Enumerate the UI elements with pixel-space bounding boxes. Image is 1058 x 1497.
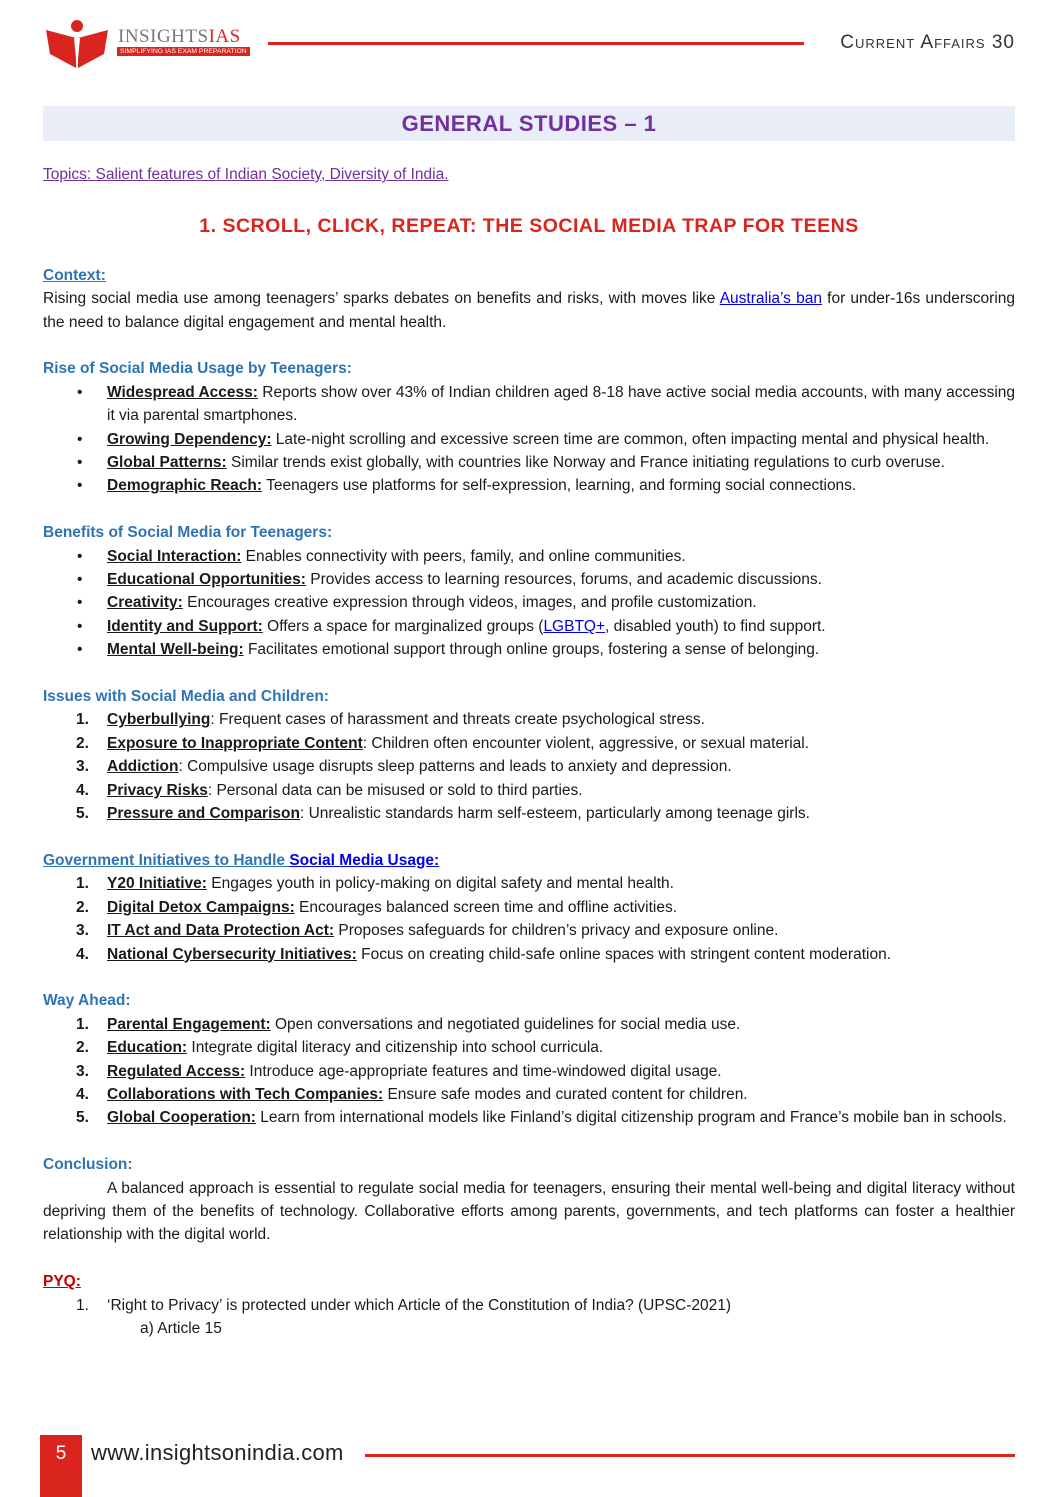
item-label: Digital Detox Campaigns: bbox=[107, 898, 295, 916]
list-number: 1. bbox=[76, 875, 89, 893]
list-number: 4. bbox=[76, 945, 89, 963]
section-heading: Way Ahead: bbox=[43, 992, 131, 1010]
item-label: Regulated Access: bbox=[107, 1062, 246, 1080]
list-item bbox=[43, 1060, 1015, 1083]
item-text: Introduce age-appropriate features and time-windowed digital usage. bbox=[245, 1062, 722, 1080]
list-item bbox=[43, 919, 1015, 942]
item-label: IT Act and Data Protection Act: bbox=[107, 922, 335, 940]
logo-wordmark: INSIGHTSIAS bbox=[118, 26, 241, 47]
list-number: 3. bbox=[76, 922, 89, 940]
item-text: Provides access to learning resources, forums, and academic discussions. bbox=[305, 571, 822, 589]
section-heading: Issues with Social Media and Children: bbox=[43, 688, 329, 706]
list-number: 2. bbox=[76, 898, 89, 916]
section-heading: Government Initiatives to Handle Social Media Usage: bbox=[43, 851, 440, 869]
list-item bbox=[43, 755, 1015, 778]
item-label: Exposure to Inappropriate Content bbox=[107, 734, 363, 752]
item-text: Encourages balanced screen time and offline activities. bbox=[294, 898, 678, 916]
item-label: Social Interaction: bbox=[107, 547, 242, 565]
item-text: : Compulsive usage disrupts sleep patterns and leads to anxiety and depression. bbox=[178, 758, 732, 776]
list-item bbox=[43, 568, 1015, 591]
way-ahead-section bbox=[43, 989, 1015, 1129]
benefits-section bbox=[43, 521, 1015, 661]
page-number: 5 bbox=[40, 1435, 82, 1497]
bullet-icon: • bbox=[77, 477, 83, 495]
list-number: 4. bbox=[76, 1085, 89, 1103]
list-number: 3. bbox=[76, 1062, 89, 1080]
list-item bbox=[43, 1106, 1015, 1129]
list-item bbox=[43, 943, 1015, 966]
list-item bbox=[43, 872, 1015, 895]
bullet-icon: • bbox=[77, 617, 83, 635]
item-text: : Frequent cases of harassment and threats create psychological stress. bbox=[210, 711, 705, 729]
bullet-icon: • bbox=[77, 547, 83, 565]
list-number: 1. bbox=[76, 1015, 89, 1033]
item-label: Addiction bbox=[107, 758, 179, 776]
conclusion-section bbox=[43, 1153, 1015, 1247]
item-text: Proposes safeguards for children’s privacy and exposure online. bbox=[334, 922, 779, 940]
bullet-icon: • bbox=[77, 383, 83, 401]
list-item bbox=[43, 474, 1015, 497]
list-item bbox=[43, 802, 1015, 825]
section-heading: Benefits of Social Media for Teenagers: bbox=[43, 524, 333, 542]
list-item bbox=[43, 545, 1015, 568]
list-item bbox=[43, 896, 1015, 919]
item-label: Pressure and Comparison bbox=[107, 805, 300, 823]
header-title: Current Affairs 30 bbox=[840, 32, 1015, 53]
bullet-list bbox=[43, 545, 1015, 662]
item-label: Identity and Support: bbox=[107, 617, 263, 635]
list-number: 4. bbox=[76, 781, 89, 799]
item-text: Engages youth in policy-making on digital safety and mental health. bbox=[206, 875, 674, 893]
item-label: Widespread Access: bbox=[107, 383, 258, 401]
section-heading: Context: bbox=[43, 266, 106, 284]
context-paragraph: Rising social media use among teenagers’ sparks debates on benefits and risks, with moves like Australia’s ban for under-16s underscoring the need to balance digital engagement and mental health. bbox=[43, 290, 1016, 331]
bullet-icon: • bbox=[77, 594, 83, 612]
pyq-section bbox=[43, 1270, 1015, 1340]
item-label: Collaborations with Tech Companies: bbox=[107, 1085, 384, 1103]
list-number: 5. bbox=[76, 1109, 89, 1127]
list-item bbox=[43, 732, 1015, 755]
list-item bbox=[43, 591, 1015, 614]
item-text: Similar trends exist globally, with countries like Norway and France initiating regulations to curb overuse. bbox=[226, 454, 945, 472]
list-item bbox=[43, 615, 1015, 638]
list-item bbox=[43, 708, 1015, 731]
item-text: : Personal data can be misused or sold to third parties. bbox=[207, 781, 583, 799]
numbered-list bbox=[43, 872, 1015, 966]
header-divider bbox=[268, 42, 804, 45]
bullet-list bbox=[43, 381, 1015, 498]
rise-section bbox=[43, 357, 1015, 497]
item-text: Late-night scrolling and excessive screen time are common, often impacting mental and physical health. bbox=[271, 430, 990, 448]
section-banner: GENERAL STUDIES – 1 bbox=[43, 106, 1015, 141]
list-number: 1. bbox=[76, 711, 89, 729]
bullet-icon: • bbox=[77, 454, 83, 472]
pyq-question: 1. ‘Right to Privacy’ is protected under which Article of the Constitution of India? (UPSC-2021) bbox=[76, 1296, 732, 1314]
list-item bbox=[43, 638, 1015, 661]
item-label: Mental Well-being: bbox=[107, 641, 244, 659]
logo-tagline: SIMPLIFYING IAS EXAM PREPARATION bbox=[117, 47, 250, 56]
list-item bbox=[43, 428, 1015, 451]
australia-ban-link[interactable]: Australia’s ban bbox=[719, 290, 822, 308]
item-label: Creativity: bbox=[107, 594, 183, 612]
item-link[interactable]: LGBTQ+ bbox=[543, 617, 606, 635]
conclusion-paragraph: A balanced approach is essential to regulate social media for teenagers, ensuring their mental well-being and digital literacy without depriving them of the benefits of technology. Collaborative efforts among parents, governments, and tech platforms can foster a healthier relationship with the digital world. bbox=[43, 1179, 1015, 1244]
item-label: Global Patterns: bbox=[107, 454, 227, 472]
item-label: Cyberbullying bbox=[107, 711, 211, 729]
list-item bbox=[43, 1013, 1015, 1036]
article-body bbox=[43, 163, 1015, 1340]
list-item bbox=[43, 1083, 1015, 1106]
article-title: 1. SCROLL, CLICK, REPEAT: THE SOCIAL MEDIA TRAP FOR TEENS bbox=[199, 215, 859, 238]
footer-url[interactable]: www.insightsonindia.com bbox=[91, 1440, 344, 1465]
item-label: Demographic Reach: bbox=[107, 477, 263, 495]
item-text: Encourages creative expression through videos, images, and profile customization. bbox=[182, 594, 757, 612]
item-text: : Unrealistic standards harm self-esteem, particularly among teenage girls. bbox=[299, 805, 810, 823]
item-text: Teenagers use platforms for self-expression, learning, and forming social connections. bbox=[262, 477, 857, 495]
item-text: : Children often encounter violent, aggressive, or sexual material. bbox=[362, 734, 810, 752]
section-heading: PYQ: bbox=[43, 1273, 81, 1291]
section-heading: Conclusion: bbox=[43, 1156, 133, 1174]
list-item bbox=[43, 779, 1015, 802]
item-label: National Cybersecurity Initiatives: bbox=[107, 945, 357, 963]
item-text: , disabled youth) to find support. bbox=[605, 617, 826, 635]
item-text: Offers a space for marginalized groups ( bbox=[262, 617, 544, 635]
item-text: Ensure safe modes and curated content for children. bbox=[383, 1085, 748, 1103]
item-label: Educational Opportunities: bbox=[107, 571, 306, 589]
item-text: Focus on creating child-safe online spaces with stringent content moderation. bbox=[356, 945, 891, 963]
item-label: Global Cooperation: bbox=[107, 1109, 256, 1127]
item-text: Reports show over 43% of Indian children aged 8-18 have active social media accounts, with many accessing it via parental smartphones. bbox=[107, 383, 1016, 425]
list-number: 5. bbox=[76, 805, 89, 823]
list-item bbox=[43, 381, 1015, 428]
item-text: Open conversations and negotiated guidelines for social media use. bbox=[270, 1015, 741, 1033]
topics-link[interactable]: Topics: Salient features of Indian Society, Diversity of India. bbox=[43, 166, 449, 183]
book-person-icon bbox=[44, 16, 114, 72]
item-label: Growing Dependency: bbox=[107, 430, 272, 448]
list-number: 2. bbox=[76, 1039, 89, 1057]
list-number: 2. bbox=[76, 734, 89, 752]
item-text: Facilitates emotional support through online groups, fostering a sense of belonging. bbox=[243, 641, 820, 659]
numbered-list bbox=[43, 708, 1015, 825]
item-text: Enables connectivity with peers, family, and online communities. bbox=[241, 547, 686, 565]
social-media-usage-link[interactable]: Social Media Usage: bbox=[289, 851, 440, 869]
bullet-icon: • bbox=[77, 641, 83, 659]
bullet-icon: • bbox=[77, 430, 83, 448]
numbered-list bbox=[43, 1013, 1015, 1130]
footer-divider bbox=[365, 1454, 1015, 1457]
item-text: Integrate digital literacy and citizenship into school curricula. bbox=[187, 1039, 604, 1057]
context-section bbox=[43, 264, 1015, 334]
pyq-option: a) Article 15 bbox=[140, 1319, 222, 1337]
item-text: Learn from international models like Finland’s digital citizenship program and France’s mobile ban in schools. bbox=[255, 1109, 1007, 1127]
list-item bbox=[43, 451, 1015, 474]
item-label: Parental Engagement: bbox=[107, 1015, 271, 1033]
list-item bbox=[43, 1036, 1015, 1059]
section-heading: Rise of Social Media Usage by Teenagers: bbox=[43, 360, 352, 378]
list-number: 3. bbox=[76, 758, 89, 776]
item-label: Y20 Initiative: bbox=[107, 875, 207, 893]
item-label: Education: bbox=[107, 1039, 188, 1057]
insightsias-logo bbox=[44, 16, 247, 72]
bullet-icon: • bbox=[77, 571, 83, 589]
govt-section bbox=[43, 849, 1015, 966]
item-label: Privacy Risks bbox=[107, 781, 208, 799]
issues-section bbox=[43, 685, 1015, 825]
